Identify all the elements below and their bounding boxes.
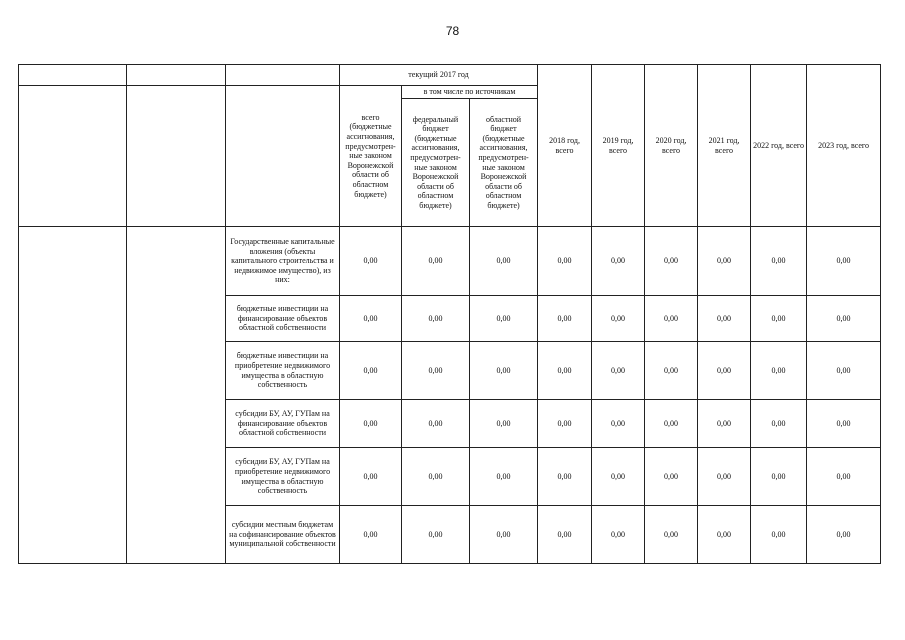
cell-2020: 0,00 [645, 296, 698, 342]
cell-2023: 0,00 [807, 506, 881, 564]
row-label: субсидии местным бюджетам на софинансирование объектов муниципальной собственности [226, 506, 340, 564]
body-blank-col2 [127, 227, 226, 564]
cell-2020: 0,00 [645, 448, 698, 506]
cell-2022: 0,00 [751, 296, 807, 342]
cell-total: 0,00 [340, 506, 402, 564]
header-row-1 [19, 65, 881, 86]
header-blank-col1 [19, 65, 127, 86]
header-year-2020: 2020 год, всего [645, 65, 698, 227]
header-blank-col1-b [19, 86, 127, 227]
header-blank-col3-b [226, 86, 340, 227]
cell-2020: 0,00 [645, 400, 698, 448]
row-label: субсидии БУ, АУ, ГУПам на финансирование объектов областной собственности [226, 400, 340, 448]
row-label: бюджетные инвестиции на приобретение недвижимого имущества в областную собственность [226, 342, 340, 400]
cell-2018: 0,00 [538, 448, 592, 506]
cell-total: 0,00 [340, 400, 402, 448]
cell-2023: 0,00 [807, 342, 881, 400]
cell-2018: 0,00 [538, 296, 592, 342]
cell-2023: 0,00 [807, 296, 881, 342]
cell-2022: 0,00 [751, 506, 807, 564]
cell-2018: 0,00 [538, 506, 592, 564]
cell-2020: 0,00 [645, 342, 698, 400]
header-total: всего (бюджетные ассигнования, предусмотрен-ные законом Воронежской области об областном бюджете) [340, 86, 402, 227]
header-year-2019: 2019 год, всего [592, 65, 645, 227]
cell-2018: 0,00 [538, 227, 592, 296]
cell-federal: 0,00 [402, 342, 470, 400]
header-regional: областной бюджет (бюджетные ассигнования, предусмотрен-ные законом Воронежской области об областном бюджете) [470, 99, 538, 227]
cell-2023: 0,00 [807, 400, 881, 448]
cell-2023: 0,00 [807, 227, 881, 296]
cell-2021: 0,00 [698, 448, 751, 506]
cell-2019: 0,00 [592, 400, 645, 448]
cell-regional: 0,00 [470, 448, 538, 506]
cell-federal: 0,00 [402, 400, 470, 448]
cell-2021: 0,00 [698, 506, 751, 564]
cell-total: 0,00 [340, 342, 402, 400]
cell-2020: 0,00 [645, 227, 698, 296]
cell-2021: 0,00 [698, 296, 751, 342]
cell-2019: 0,00 [592, 506, 645, 564]
row-label: бюджетные инвестиции на финансирование объектов областной собственности [226, 296, 340, 342]
cell-total: 0,00 [340, 448, 402, 506]
table-row [19, 227, 881, 296]
header-blank-col3 [226, 65, 340, 86]
cell-2022: 0,00 [751, 400, 807, 448]
header-year-2023: 2023 год, всего [807, 65, 881, 227]
cell-2023: 0,00 [807, 448, 881, 506]
header-year-2021: 2021 год, всего [698, 65, 751, 227]
cell-federal: 0,00 [402, 227, 470, 296]
cell-federal: 0,00 [402, 296, 470, 342]
header-year-2018: 2018 год, всего [538, 65, 592, 227]
cell-regional: 0,00 [470, 342, 538, 400]
cell-total: 0,00 [340, 296, 402, 342]
row-label: Государственные капитальные вложения (объекты капитального строительства и недвижимое имущество), из них: [226, 227, 340, 296]
cell-2021: 0,00 [698, 342, 751, 400]
budget-table [18, 64, 881, 564]
header-year-2022: 2022 год, всего [751, 65, 807, 227]
header-blank-col2 [127, 65, 226, 86]
header-blank-col2-b [127, 86, 226, 227]
cell-regional: 0,00 [470, 506, 538, 564]
header-federal: федеральный бюджет (бюджетные ассигнования, предусмотрен-ные законом Воронежской области об областном бюджете) [402, 99, 470, 227]
header-current-year: текущий 2017 год [340, 65, 538, 86]
cell-2022: 0,00 [751, 448, 807, 506]
cell-total: 0,00 [340, 227, 402, 296]
header-sources: в том числе по источникам [402, 86, 538, 99]
cell-2022: 0,00 [751, 227, 807, 296]
cell-2022: 0,00 [751, 342, 807, 400]
cell-2021: 0,00 [698, 400, 751, 448]
cell-2019: 0,00 [592, 227, 645, 296]
cell-2021: 0,00 [698, 227, 751, 296]
cell-federal: 0,00 [402, 506, 470, 564]
cell-2020: 0,00 [645, 506, 698, 564]
body-blank-col1 [19, 227, 127, 564]
cell-2019: 0,00 [592, 296, 645, 342]
cell-regional: 0,00 [470, 296, 538, 342]
cell-regional: 0,00 [470, 227, 538, 296]
cell-federal: 0,00 [402, 448, 470, 506]
cell-regional: 0,00 [470, 400, 538, 448]
cell-2019: 0,00 [592, 342, 645, 400]
row-label: субсидии БУ, АУ, ГУПам на приобретение недвижимого имущества в областную собственность [226, 448, 340, 506]
cell-2019: 0,00 [592, 448, 645, 506]
page-number: 78 [445, 24, 460, 38]
cell-2018: 0,00 [538, 400, 592, 448]
cell-2018: 0,00 [538, 342, 592, 400]
